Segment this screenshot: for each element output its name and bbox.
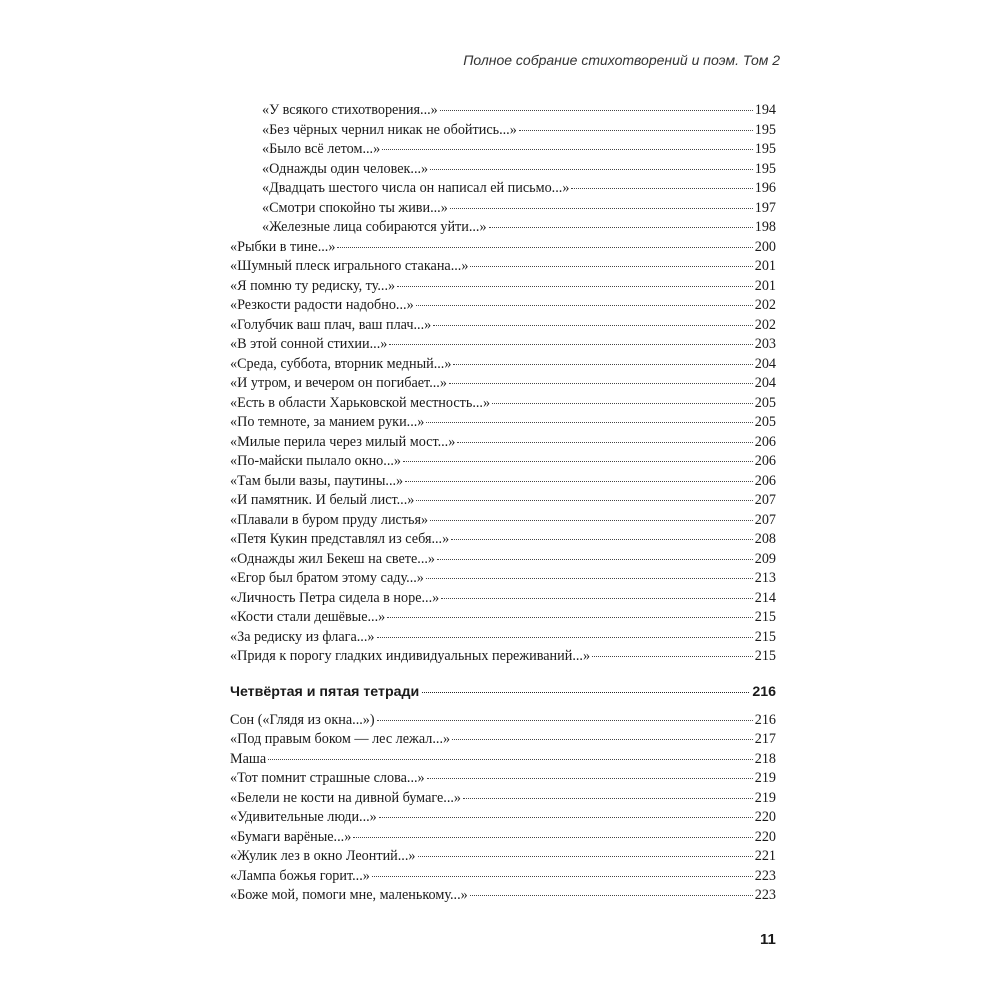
toc-entry-page: 219	[754, 789, 776, 806]
toc-entry-title: «Жулик лез в окно Леонтий...»	[230, 848, 416, 864]
toc-entry	[230, 472, 776, 492]
toc-entry-page: 223	[754, 867, 776, 884]
toc-entry-page: 220	[754, 828, 776, 845]
toc-entry-title: «Придя к порогу гладких индивидуальных переживаний...»	[230, 648, 591, 664]
dot-leader	[449, 383, 753, 384]
toc-entry-title: «Кости стали дешёвые...»	[230, 609, 386, 625]
running-head: Полное собрание стихотворений и поэм. Том 2	[463, 52, 780, 68]
dot-leader	[353, 837, 752, 838]
toc-entry	[230, 277, 776, 297]
toc-entry	[230, 218, 776, 238]
toc-entry	[230, 413, 776, 433]
table-of-contents	[230, 101, 776, 906]
toc-entry	[230, 316, 776, 336]
toc-entry	[230, 647, 776, 667]
dot-leader	[418, 856, 753, 857]
toc-entry-title: «Однажды жил Бекеш на свете...»	[230, 550, 436, 567]
toc-entry	[230, 374, 776, 394]
toc-entry	[230, 530, 776, 550]
toc-group-section	[230, 711, 776, 906]
toc-entry	[230, 296, 776, 316]
toc-entry	[230, 808, 776, 828]
toc-entry-title: Маша	[230, 750, 267, 767]
toc-entry-title: «Белели не кости на дивной бумаге...»	[230, 789, 462, 806]
toc-entry-title: «Егор был братом этому саду...»	[230, 570, 424, 586]
dot-leader	[437, 559, 753, 560]
toc-entry-page: 214	[754, 589, 776, 606]
toc-entry-page: 201	[754, 258, 776, 274]
toc-entry	[230, 179, 776, 199]
dot-leader	[379, 817, 753, 818]
toc-entry-page: 197	[754, 199, 776, 216]
dot-leader	[592, 656, 753, 657]
toc-entry-title: «В этой сонной стихии...»	[230, 336, 388, 352]
toc-entry-page: 201	[754, 277, 776, 294]
toc-entry	[230, 711, 776, 731]
toc-entry-title: «Среда, суббота, вторник медный...»	[230, 355, 452, 372]
dot-leader	[422, 692, 749, 693]
toc-entry-page: 220	[754, 809, 776, 825]
toc-entry-title: «Милые перила через милый мост...»	[230, 433, 456, 450]
toc-entry-title: «Петя Кукин представлял из себя...»	[230, 531, 450, 547]
dot-leader	[450, 208, 753, 209]
toc-entry-page: 206	[754, 453, 776, 469]
toc-entry-page: 207	[754, 511, 776, 528]
toc-entry-title: «Я помню ту редиску, ту...»	[230, 277, 396, 294]
toc-entry	[230, 140, 776, 160]
toc-entry	[230, 867, 776, 887]
toc-entry	[230, 452, 776, 472]
dot-leader	[489, 227, 753, 228]
toc-entry-title: «Рыбки в тине...»	[230, 238, 336, 255]
toc-entry	[230, 238, 776, 258]
toc-entry	[230, 789, 776, 809]
toc-entry-title: «Там были вазы, паутины...»	[230, 472, 404, 489]
dot-leader	[427, 778, 753, 779]
dot-leader	[457, 442, 752, 443]
dot-leader	[405, 481, 753, 482]
dot-leader	[463, 798, 753, 799]
toc-entry-title: «За редиску из флага...»	[230, 628, 375, 645]
toc-entry	[230, 589, 776, 609]
toc-entry-title: «По темноте, за манием руки...»	[230, 414, 425, 430]
toc-entry-page: 208	[754, 531, 776, 547]
toc-entry-title: «Было всё летом...»	[262, 141, 381, 157]
toc-entry-title: «Лампа божья горит...»	[230, 867, 370, 884]
toc-entry-page: 215	[754, 648, 776, 664]
toc-entry-title: «Двадцать шестого числа он написал ей письмо...»	[262, 180, 570, 196]
dot-leader	[416, 305, 753, 306]
toc-entry-title: «Есть в области Харьковской местность...»	[230, 394, 491, 411]
toc-entry-page: 195	[754, 160, 776, 177]
toc-entry-title: «Шумный плеск игрального стакана...»	[230, 258, 469, 274]
toc-entry-title: «Смотри спокойно ты живи...»	[262, 199, 448, 216]
toc-entry	[230, 355, 776, 375]
dot-leader	[387, 617, 752, 618]
toc-entry-page: 203	[754, 336, 776, 352]
dot-leader	[426, 422, 752, 423]
toc-entry-title: «Голубчик ваш плач, ваш плач...»	[230, 316, 432, 333]
dot-leader	[337, 247, 752, 248]
toc-entry-title: «Железные лица собираются уйти...»	[262, 219, 487, 235]
section-heading	[230, 681, 776, 703]
toc-entry	[230, 121, 776, 141]
toc-entry-title: «Однажды один человек...»	[262, 160, 429, 177]
toc-entry-page: 206	[754, 472, 776, 489]
dot-leader	[470, 266, 752, 267]
toc-entry	[230, 628, 776, 648]
dot-leader	[430, 169, 753, 170]
dot-leader	[440, 110, 753, 111]
dot-leader	[403, 461, 753, 462]
toc-entry-title: «Резкости радости надобно...»	[230, 297, 414, 313]
toc-entry-page: 215	[754, 609, 776, 625]
toc-entry-page: 223	[754, 887, 776, 903]
section-title: Четвёртая и пятая тетради	[230, 683, 420, 700]
toc-group-main	[230, 238, 776, 667]
toc-entry-page: 202	[754, 297, 776, 313]
toc-entry-page: 206	[754, 433, 776, 450]
toc-entry	[230, 433, 776, 453]
toc-entry-title: «Бумаги варёные...»	[230, 828, 352, 845]
toc-entry-page: 221	[754, 848, 776, 864]
dot-leader	[441, 598, 752, 599]
toc-entry-page: 204	[754, 355, 776, 372]
dot-leader	[268, 759, 753, 760]
dot-leader	[416, 500, 752, 501]
toc-entry-title: «И памятник. И белый лист...»	[230, 492, 415, 508]
toc-entry-page: 202	[754, 316, 776, 333]
toc-entry-page: 207	[754, 492, 776, 508]
toc-entry	[230, 886, 776, 906]
dot-leader	[397, 286, 753, 287]
page-number: 11	[760, 931, 776, 948]
toc-entry-title: «Без чёрных чернил никак не обойтись...»	[262, 121, 517, 138]
toc-entry-page: 213	[754, 570, 776, 586]
toc-entry-title: «По-майски пылало окно...»	[230, 453, 402, 469]
toc-entry	[230, 394, 776, 414]
toc-entry	[230, 828, 776, 848]
toc-entry-page: 216	[754, 711, 776, 728]
toc-entry-page: 196	[754, 180, 776, 196]
toc-entry	[230, 257, 776, 277]
dot-leader	[453, 364, 752, 365]
dot-leader	[470, 895, 753, 896]
toc-entry	[230, 160, 776, 180]
dot-leader	[519, 130, 753, 131]
toc-entry	[230, 101, 776, 121]
toc-entry-title: Сон («Глядя из окна...»)	[230, 711, 375, 728]
toc-entry-title: «У всякого стихотворения...»	[262, 102, 438, 118]
dot-leader	[382, 149, 753, 150]
dot-leader	[377, 720, 753, 721]
toc-entry	[230, 491, 776, 511]
dot-leader	[426, 578, 753, 579]
dot-leader	[452, 739, 753, 740]
toc-entry-page: 218	[754, 750, 776, 767]
toc-entry-page: 198	[754, 219, 776, 235]
toc-entry-title: «Боже мой, помоги мне, маленькому...»	[230, 887, 468, 903]
toc-group-indented	[230, 101, 776, 238]
toc-entry-title: «И утром, и вечером он погибает...»	[230, 375, 447, 391]
toc-entry-page: 194	[754, 102, 776, 118]
toc-entry	[230, 335, 776, 355]
dot-leader	[492, 403, 753, 404]
toc-entry-page: 200	[754, 238, 776, 255]
toc-entry-title: «Личность Петра сидела в норе...»	[230, 589, 440, 606]
toc-entry-title: «Под правым боком — лес лежал...»	[230, 731, 451, 747]
toc-entry-title: «Тот помнит страшные слова...»	[230, 770, 425, 786]
toc-entry-page: 205	[754, 414, 776, 430]
dot-leader	[389, 344, 752, 345]
toc-entry-title: «Удивительные люди...»	[230, 809, 377, 825]
toc-entry	[230, 608, 776, 628]
toc-entry-page: 204	[754, 375, 776, 391]
toc-entry	[230, 550, 776, 570]
dot-leader	[372, 876, 753, 877]
toc-entry	[230, 199, 776, 219]
toc-entry	[230, 769, 776, 789]
dot-leader	[377, 637, 753, 638]
section-page-number: 216	[752, 683, 776, 700]
toc-entry-page: 217	[754, 731, 776, 747]
toc-entry-title: «Плавали в буром пруду листья»	[230, 511, 429, 528]
toc-entry	[230, 511, 776, 531]
dot-leader	[451, 539, 753, 540]
toc-entry-page: 215	[754, 628, 776, 645]
toc-entry-page: 219	[754, 770, 776, 786]
toc-entry-page: 195	[754, 141, 776, 157]
toc-entry-page: 209	[754, 550, 776, 567]
toc-entry-page: 195	[754, 121, 776, 138]
dot-leader	[433, 325, 752, 326]
dot-leader	[571, 188, 752, 189]
toc-entry-page: 205	[754, 394, 776, 411]
toc-entry	[230, 730, 776, 750]
toc-entry	[230, 750, 776, 770]
dot-leader	[430, 520, 753, 521]
toc-entry	[230, 847, 776, 867]
toc-entry	[230, 569, 776, 589]
